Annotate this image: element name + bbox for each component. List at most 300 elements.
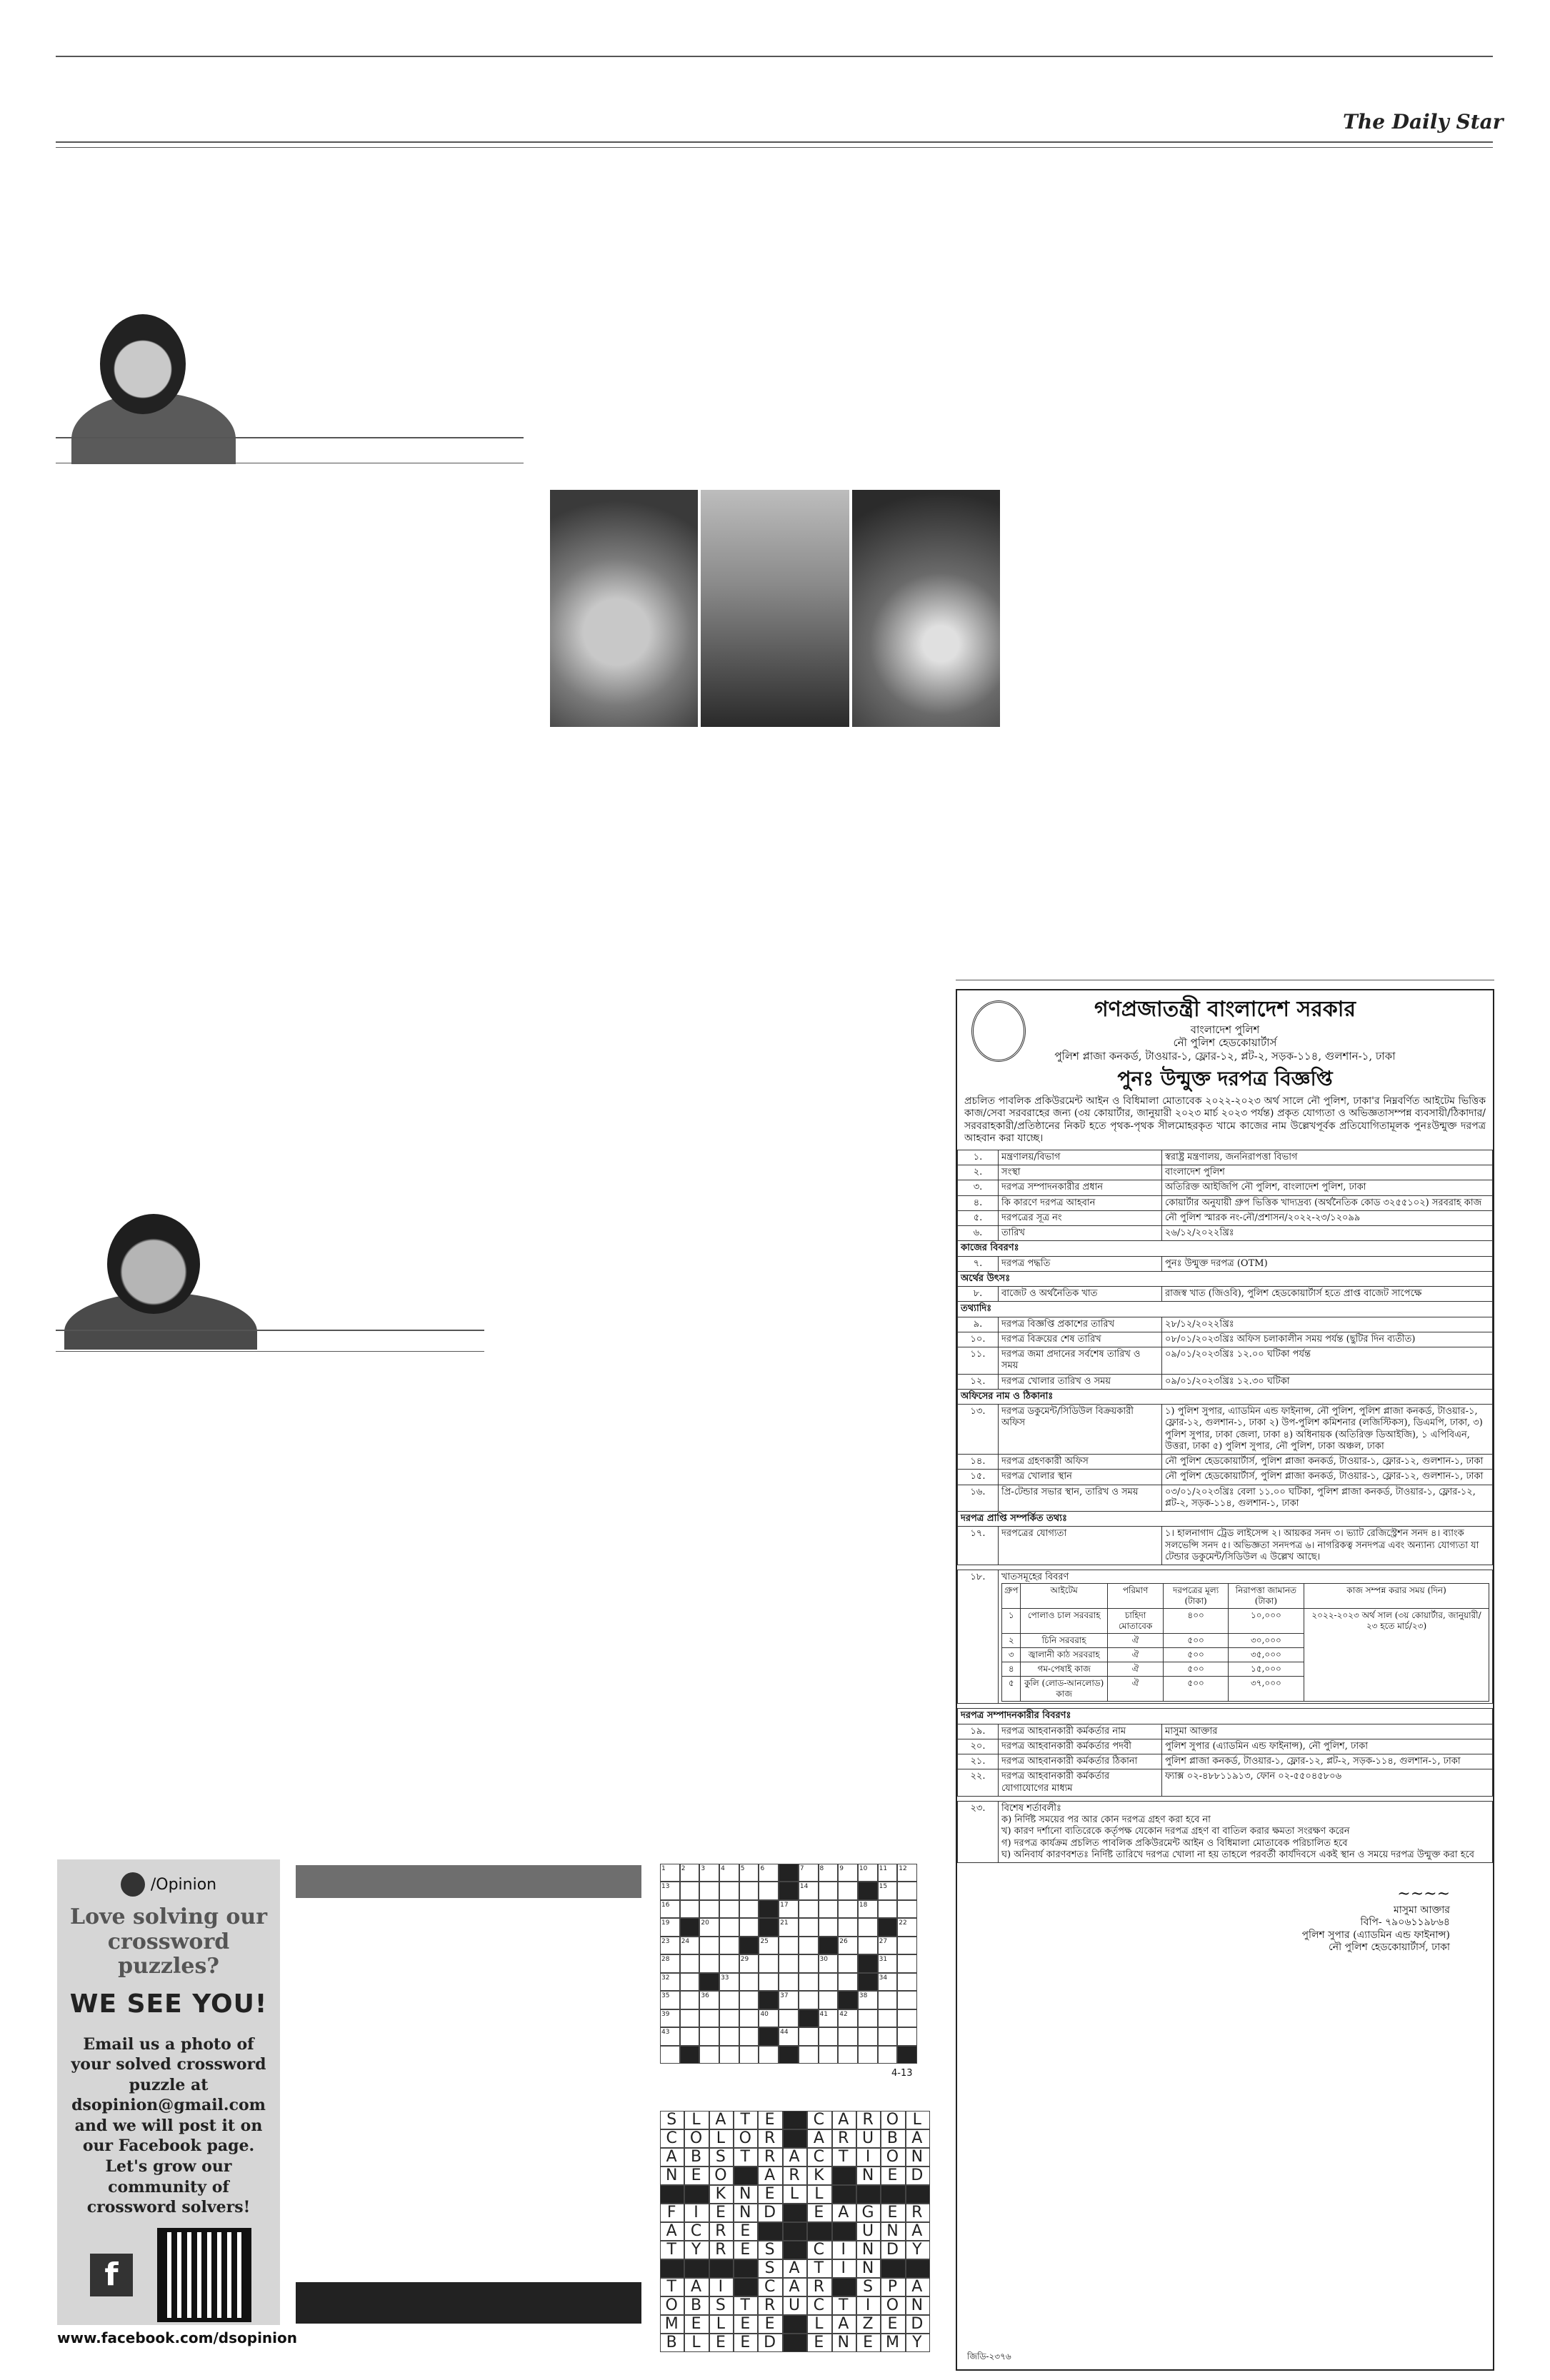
solution-cell: E [734,2334,758,2352]
crossword-cell: 40 [759,2009,779,2027]
solution-cell: O [881,2296,905,2315]
crossword-cell: 43 [660,2027,680,2045]
crossword-cell: 32 [660,1973,680,1991]
crossword-cell [739,2027,759,2045]
solution-cell [856,2185,881,2204]
crossword-cell [680,2027,700,2045]
solution-cell: T [832,2296,856,2315]
solution-cell: A [684,2278,709,2296]
solution-cell: K [709,2185,734,2204]
tender-notice [956,989,1494,2371]
crossword-cell [858,1918,878,1936]
tender-cell: ১) পুলিশ সুপার, এ্যাডমিন এন্ড ফাইনান্স, নৌ পুলিশ, পুলিশ প্লাজা কনকর্ড, টাওয়ার-১, ফ্লোর-১২, গুলশান-১, ঢাকা ২) উপ-পুলিশ কমিশনার (লজিস্টিকস), ডিএমপি, ঢাকা, ৩) পুলিশ সুপার, ঢাকা জেলা, ঢাকা ৪) অধিনায়ক (অতিরিক্ত ডিআইজি), ১ এপিবিএন, উত্তরা, ঢাকা ৫) পুলিশ সুপার, নৌ পুলিশ, ঢাকা অঞ্চল, ঢাকা [1162,1405,1493,1455]
crossword-cell [779,1973,799,1991]
crossword-cell [719,1882,739,1899]
crossword-cell [838,1882,858,1899]
items-cell: ৩০,০০০ [1228,1634,1304,1648]
crossword-cell: 8 [819,1864,839,1882]
protest-photo [701,490,849,727]
tender-row [958,1754,1493,1769]
tender-row [958,1512,1493,1527]
solution-cell: D [881,2241,905,2259]
tender-section-label: কাজের বিবরণঃ [958,1241,1493,1256]
tender-cell: মন্ত্রণালয়/বিভাগ [999,1150,1162,1165]
tender-row [958,1470,1493,1485]
crossword-cell [799,1973,819,1991]
solution-cell: N [906,2148,930,2166]
tender-cell: ০৩/০১/২০২৩খ্রিঃ বেলা ১১.০০ ঘটিকা, পুলিশ প্লাজা কনকর্ড, টাওয়ার-১, ফ্লোর-১২, প্লট-২, সড়ক-১১৪, গুলশান-১, ঢাকা [1162,1485,1493,1512]
solution-cell: D [906,2315,930,2334]
solution-cell: B [684,2296,709,2315]
solution-cell: A [660,2148,684,2166]
tender-cell: অতিরিক্ত আইজিপি নৌ পুলিশ, বাংলাদেশ পুলিশ, ঢাকা [1162,1180,1493,1195]
crossword-cell [680,1900,700,1918]
solution-cell: A [832,2204,856,2222]
crossword-cell [699,2046,719,2064]
solution-cell [906,2185,930,2204]
tender-row [958,1256,1493,1271]
tender-cell: ৪. [958,1195,999,1210]
crossword-cell [799,1918,819,1936]
crossword-cell: 12 [897,1864,917,1882]
condition-item: গ) দরপত্র কার্যক্রম প্রচলিত পাবলিক প্রকিউরমেন্ট আইন ও বিধিমালা মোতাবেক পরিচালিত হবে [1001,1837,1348,1849]
crossword-cell: 5 [739,1864,759,1882]
crossword-cell [699,1973,719,1991]
solution-cell: S [758,2241,782,2259]
crossword-cell: 24 [680,1937,700,1954]
crossword-cell [719,2046,739,2064]
solution-cell: E [881,2204,905,2222]
tender-cell: ১১. [958,1347,999,1375]
solution-cell [734,2259,758,2278]
solution-cell [832,2278,856,2296]
solution-cell: R [783,2166,807,2185]
crossword-cell [680,1991,700,2009]
tender-row [958,1317,1493,1332]
clue-panel-footer [296,2282,641,2324]
crossword-cell [897,1900,917,1918]
crossword-cell [897,1882,917,1899]
tender-cell: রাজস্ব খাত (জিওবি), পুলিশ হেডকোয়ার্টার্স হতে প্রাপ্ত বাজেট সাপেক্ষে [1162,1287,1493,1302]
items-cell: ১৫,০০০ [1228,1662,1304,1677]
solution-cell: E [684,2315,709,2334]
tender-cell: ৩. [958,1180,999,1195]
items-header-cell: পরিমাণ [1107,1584,1164,1609]
crossword-cell [739,2046,759,2064]
solution-cell: I [832,2259,856,2278]
sign-bp: বিপি- ৭৯০৬১১৯৮৬৪ [1360,1917,1450,1928]
promo-body: Email us a photo of your solved crossword puzzle at dsopinion@gmail.com and we will post it on our Facebook page. Let's grow our community of crossword solvers! [71,2034,266,2217]
tender-row [958,1287,1493,1302]
tender-cell: তারিখ [999,1226,1162,1241]
tender-cell: পুলিশ সুপার (এ্যাডমিন এন্ড ফাইনান্স), নৌ পুলিশ, ঢাকা [1162,1739,1493,1754]
tender-cell: দরপত্র পদ্ধতি [999,1256,1162,1271]
solution-cell [783,2241,807,2259]
condition-item: ক) নির্দিষ্ট সময়ের পর আর কোন দরপত্র গ্রহণ করা হবে না [1001,1814,1211,1825]
crossword-cell [878,2009,898,2027]
crossword-cell [779,2009,799,2027]
facebook-icon: f [90,2254,133,2296]
crossword-cell [779,1882,799,1899]
crossword-cell: 15 [878,1882,898,1899]
solution-cell [906,2259,930,2278]
crossword-cell [699,1882,719,1899]
solution-cell: R [709,2241,734,2259]
promo-shout: WE SEE YOU! [69,1989,268,2019]
crossword-cell [759,1954,779,1972]
solution-cell: N [660,2166,684,2185]
crossword-cell [838,1918,858,1936]
items-cell: ২ [1002,1634,1021,1648]
crossword-cell [739,1900,759,1918]
tender-row [958,1709,1493,1724]
tender-row [958,1739,1493,1754]
solution-cell: B [660,2334,684,2352]
tender-row [958,1455,1493,1470]
crossword-cell [819,1973,839,1991]
crossword-cell: 2 [680,1864,700,1882]
solution-cell: C [807,2148,831,2166]
byline-rule-3 [56,1330,484,1331]
items-cell: ঐ [1107,1648,1164,1662]
solution-cell: O [660,2296,684,2315]
solution-cell: N [734,2185,758,2204]
solution-cell [832,2166,856,2185]
solution-cell: O [881,2111,905,2129]
crossword-cell [799,1937,819,1954]
crossword-cell [819,2027,839,2045]
solution-cell: A [832,2111,856,2129]
solution-cell: R [758,2148,782,2166]
solution-cell [660,2259,684,2278]
solution-cell [881,2185,905,2204]
crossword-cell [878,2046,898,2064]
crossword-cell [897,1973,917,1991]
crossword-cell: 29 [739,1954,759,1972]
solution-cell: E [734,2222,758,2241]
condition-item: ঘ) অনিবার্য কারণবশতঃ নির্দিষ্ট তারিখে দরপত্র খোলা না হয় তাহলে পরবর্তী কার্যদিবসে একই স্থান ও সময়ে দরপত্র উন্মুক্ত করা হবে [1001,1849,1475,1860]
items-cell: ৪ [1002,1662,1021,1677]
tender-row [958,1165,1493,1180]
crossword-cell: 35 [660,1991,680,2009]
tender-cell: ১। হালনাগাদ ট্রেড লাইসেন্স ২। আয়কর সনদ ৩। ভ্যাট রেজিস্ট্রেশন সনদ ৪। ব্যাংক সলভেন্সি সনদ ৫। অভিজ্ঞতা সনদপত্র ৬। নাগরিকত্ব সনদপত্র এবং অন্যান্য যোগ্যতা যা টেন্ডার ডকুমেন্ট/সিডিউল এ উল্লেখ আছে। [1162,1527,1493,1565]
solution-cell: C [758,2278,782,2296]
crossword-cell [680,1918,700,1936]
tender-row [958,1332,1493,1347]
crossword-cell: 25 [759,1937,779,1954]
solution-cell: E [684,2166,709,2185]
crossword-cell [699,2027,719,2045]
tender-cell: ১২. [958,1374,999,1389]
tender-title: পুনঃ উন্মুক্ত দরপত্র বিজ্ঞপ্তি [1117,1066,1333,1090]
solution-cell: L [783,2185,807,2204]
items-cell: ৫০০ [1164,1662,1228,1677]
crossword-cell [799,1900,819,1918]
solution-cell: R [807,2278,831,2296]
solution-cell: E [856,2334,881,2352]
crossword-cell [838,1991,858,2009]
crossword-cell: 20 [699,1918,719,1936]
items-cell: ৫০০ [1164,1677,1228,1702]
items-cell: ঐ [1107,1662,1164,1677]
tender-cell: ০৮/০১/২০২৩খ্রিঃ অফিস চলাকালীন সময় পর্যন্ত (ছুটির দিন ব্যতীত) [1162,1332,1493,1347]
solution-cell: A [906,2278,930,2296]
crossword-cell [719,1900,739,1918]
items-cell: চাহিদা মোতাবেক [1107,1609,1164,1634]
crossword-cell: 23 [660,1937,680,1954]
solution-cell [684,2259,709,2278]
crossword-cell [897,1954,917,1972]
solution-cell: N [881,2222,905,2241]
photo-collage [550,490,1000,727]
opinion-brand: /Opinion [150,1875,217,1894]
solution-cell: T [660,2278,684,2296]
crossword-cell [858,2027,878,2045]
solution-cell: R [709,2222,734,2241]
top-rule [56,56,1493,57]
solution-cell: T [832,2148,856,2166]
solution-cell: S [709,2296,734,2315]
tender-cell: ১০. [958,1332,999,1347]
solution-cell: M [660,2315,684,2334]
solution-cell: B [684,2148,709,2166]
crossword-cell: 1 [660,1864,680,1882]
crossword-cell [838,1954,858,1972]
items-cell: ৩ [1002,1648,1021,1662]
tender-cell: সংস্থা [999,1165,1162,1180]
crossword-cell [838,1973,858,1991]
clue-panel-header [296,1865,641,1898]
conditions-list [1001,1814,1489,1861]
tender-row [958,1195,1493,1210]
tender-cell: দরপত্র বিজ্ঞপ্তি প্রকাশের তারিখ [999,1317,1162,1332]
items-cell: ৩৭,০০০ [1228,1677,1304,1702]
crossword-cell [779,2046,799,2064]
tender-cell: ৫. [958,1210,999,1225]
tender-row [958,1347,1493,1375]
crossword-cell: 37 [779,1991,799,2009]
fuel-pump-photo [852,490,1000,727]
tender-cell: দরপত্র আহবানকারী কর্মকর্তার নাম [999,1724,1162,1739]
crossword-cell: 9 [838,1864,858,1882]
tender-code: জিডি-২৩৭৬ [967,2351,1011,2361]
crossword-cell [759,1991,779,2009]
crossword-promo [57,1859,298,2346]
solution-cell [783,2111,807,2129]
crossword-cell [680,1973,700,1991]
solution-grid [660,2111,930,2351]
solution-cell: I [684,2204,709,2222]
crossword-cell [819,1882,839,1899]
solution-cell: R [856,2111,881,2129]
crossword-cell [699,2009,719,2027]
crossword-cell: 33 [719,1973,739,1991]
tender-section-label: দরপত্র সম্পাদনকারীর বিবরণঃ [958,1709,1493,1724]
crossword-cell [897,2027,917,2045]
tender-cell: ১৯. [958,1724,999,1739]
items-table [1001,1583,1489,1702]
crossword-cell [680,1882,700,1899]
crossword-cell: 21 [779,1918,799,1936]
solution-cell: C [684,2222,709,2241]
crossword-cell: 19 [660,1918,680,1936]
crossword-cell: 13 [660,1882,680,1899]
solution-cell: G [856,2204,881,2222]
cond-no: ২৩. [958,1801,999,1862]
items-cell: ৫০০ [1164,1648,1228,1662]
solution-cell: E [758,2315,782,2334]
crossword-cell [719,2027,739,2045]
sign-title: পুলিশ সুপার (এ্যাডমিন এন্ড ফাইনান্স) [1301,1929,1450,1941]
crossword-cell: 27 [878,1937,898,1954]
tender-cell: ২৮/১২/২০২২খ্রিঃ [1162,1317,1493,1332]
items-cell: গম-পেষাই কাজ [1021,1662,1107,1677]
crossword-cell: 18 [858,1900,878,1918]
tender-cell: ১. [958,1150,999,1165]
crossword-cell [719,1937,739,1954]
crossword-cell: 31 [878,1954,898,1972]
tender-row [958,1180,1493,1195]
crossword-cell [799,1991,819,2009]
solution-cell: S [709,2148,734,2166]
items-cell: ঐ [1107,1677,1164,1702]
solution-cell [660,2185,684,2204]
items-section [957,1570,1493,1704]
items-header-cell: আইটেম [1021,1584,1107,1609]
tender-cell: দরপত্র জমা প্রদানের সর্বশেষ তারিখ ও সময় [999,1347,1162,1375]
tender-org2: নৌ পুলিশ হেডকোয়ার্টার্স [1173,1036,1277,1050]
solution-cell: F [660,2204,684,2222]
opinion-logo-icon [121,1872,145,1897]
crossword-cell: 36 [699,1991,719,2009]
tender-intro: প্রচলিত পাবলিক প্রকিউরমেন্ট আইন ও বিধিমালা মোতাবেক ২০২২-২০২৩ অর্থ সালে নৌ পুলিশ, ঢাকা'র নিম্নবর্ণিত আইটেম ভিত্তিক কাজ/সেবা সরবরাহের জন্য (৩য় কোয়ার্টার, জানুয়ারী ২০২৩ মার্চ ২০২৩ পর্যন্ত) প্রকৃত যোগ্যতা ও অভিজ্ঞতাসম্পন্ন ব্যবসায়ী/ঠিকাদার/সরবরাহকারী/প্রতিষ্ঠানের নিকট হতে পৃথক-পৃথক সীলমোহরকৃত খামে কাজের নাম উল্লেখপূর্বক প্রতিযোগিতামূলক পুনঃউন্মুক্ত দরপত্র আহবান করা যাচ্ছে। [964,1095,1486,1145]
cond-label: বিশেষ শর্তাবলীঃ [1001,1802,1061,1814]
tender-cell: ৬. [958,1226,999,1241]
crossword-cell [819,1991,839,2009]
solution-cell: A [832,2315,856,2334]
solution-cell: A [906,2222,930,2241]
crossword-cell: 6 [759,1864,779,1882]
items-cell: ৫ [1002,1677,1021,1702]
crossword-cell [897,2009,917,2027]
tender-cell: দরপত্রের সূত্র নং [999,1210,1162,1225]
tender-gov: গণপ্রজাতন্ত্রী বাংলাদেশ সরকার [1094,997,1356,1022]
crossword-cell [799,2046,819,2064]
crossword-cell: 3 [699,1864,719,1882]
solution-cell [783,2315,807,2334]
tender-org1: বাংলাদেশ পুলিশ [1190,1023,1260,1036]
solution-cell: E [709,2334,734,2352]
solution-cell [734,2166,758,2185]
crossword-cell [779,1864,799,1882]
items-cell: ঐ [1107,1634,1164,1648]
tender-cell: ২৬/১২/২০২২খ্রিঃ [1162,1226,1493,1241]
crossword-cell [739,2009,759,2027]
solution-cell [783,2204,807,2222]
tender-cell: দরপত্র আহবানকারী কর্মকর্তার যোগাযোগের মাধ্যম [999,1769,1162,1797]
crossword-cell [759,1918,779,1936]
solution-cell: Y [906,2334,930,2352]
police-emblem-icon [971,1000,1026,1062]
crossword-cell [680,1954,700,1972]
solution-cell: A [783,2259,807,2278]
solution-cell: L [709,2315,734,2334]
solution-cell: N [856,2259,881,2278]
byline-rule-4 [56,1351,484,1352]
solution-cell: A [783,2278,807,2296]
items-no: ১৮. [958,1570,999,1704]
solution-cell: U [783,2296,807,2315]
crossword-cell [779,1954,799,1972]
crossword-cell: 26 [838,1937,858,1954]
items-cell: চিনি সরবরাহ [1021,1634,1107,1648]
tender-cell: প্রি-টেন্ডার সভার স্থান, তারিখ ও সময় [999,1485,1162,1512]
solution-cell: N [906,2296,930,2315]
header-rule-2 [56,147,1493,148]
items-cell: ৪০০ [1164,1609,1228,1634]
crossword-cell [819,1918,839,1936]
crossword-cell: 10 [858,1864,878,1882]
tender-cell: ২২. [958,1769,999,1797]
solution-cell: E [881,2315,905,2334]
tender-row [958,1405,1493,1455]
solution-cell [832,2222,856,2241]
solution-cell: N [734,2204,758,2222]
tender-row [958,1769,1493,1797]
solution-cell: A [758,2166,782,2185]
solution-cell [783,2334,807,2352]
crossword-cell [799,2009,819,2027]
crossword-cell [799,1954,819,1972]
crossword-cell [759,1973,779,1991]
tender-cell: বাংলাদেশ পুলিশ [1162,1165,1493,1180]
crossword-cell [858,2046,878,2064]
solution-cell: C [807,2241,831,2259]
solution-cell: M [881,2334,905,2352]
solution-cell: U [856,2129,881,2148]
crossword-date: 4-13 [891,2068,913,2079]
tender-cell: ফ্যাক্স ০২-৪৮৮১১৯১৩, ফোন ০২-৫৫০৪৫৮০৬ [1162,1769,1493,1797]
tender-section-label: দরপত্র প্রাপ্তি সম্পর্কিত তথ্যঃ [958,1512,1493,1527]
crossword-cell [858,1954,878,1972]
crossword-cell [858,2009,878,2027]
crossword-cell [819,1937,839,1954]
conditions-section [957,1801,1493,1863]
tender-row [958,1241,1493,1256]
solution-cell: T [734,2296,758,2315]
solution-cell: E [709,2204,734,2222]
solution-cell: A [807,2129,831,2148]
tender-row [958,1724,1493,1739]
crossword-cell [739,1918,759,1936]
solution-cell: C [807,2296,831,2315]
solution-cell: I [709,2278,734,2296]
tender-cell: ২০. [958,1739,999,1754]
solution-cell: O [684,2129,709,2148]
crossword-cell [739,1882,759,1899]
items-header-cell: কাজ সম্পন্ন করার সময় (দিন) [1304,1584,1489,1609]
tender-cell: ১৫. [958,1470,999,1485]
solution-cell [734,2278,758,2296]
solution-cell: R [758,2129,782,2148]
solution-cell: N [856,2241,881,2259]
crossword-cell [759,2046,779,2064]
tender-cell: নৌ পুলিশ হেডকোয়ার্টার্স, পুলিশ প্লাজা কনকর্ড, টাওয়ার-১, ফ্লোর-১২, গুলশান-১, ঢাকা [1162,1470,1493,1485]
crossword-cell [878,1991,898,2009]
crossword-cell: 4 [719,1864,739,1882]
solution-cell: A [709,2111,734,2129]
crossword-cell [660,2046,680,2064]
